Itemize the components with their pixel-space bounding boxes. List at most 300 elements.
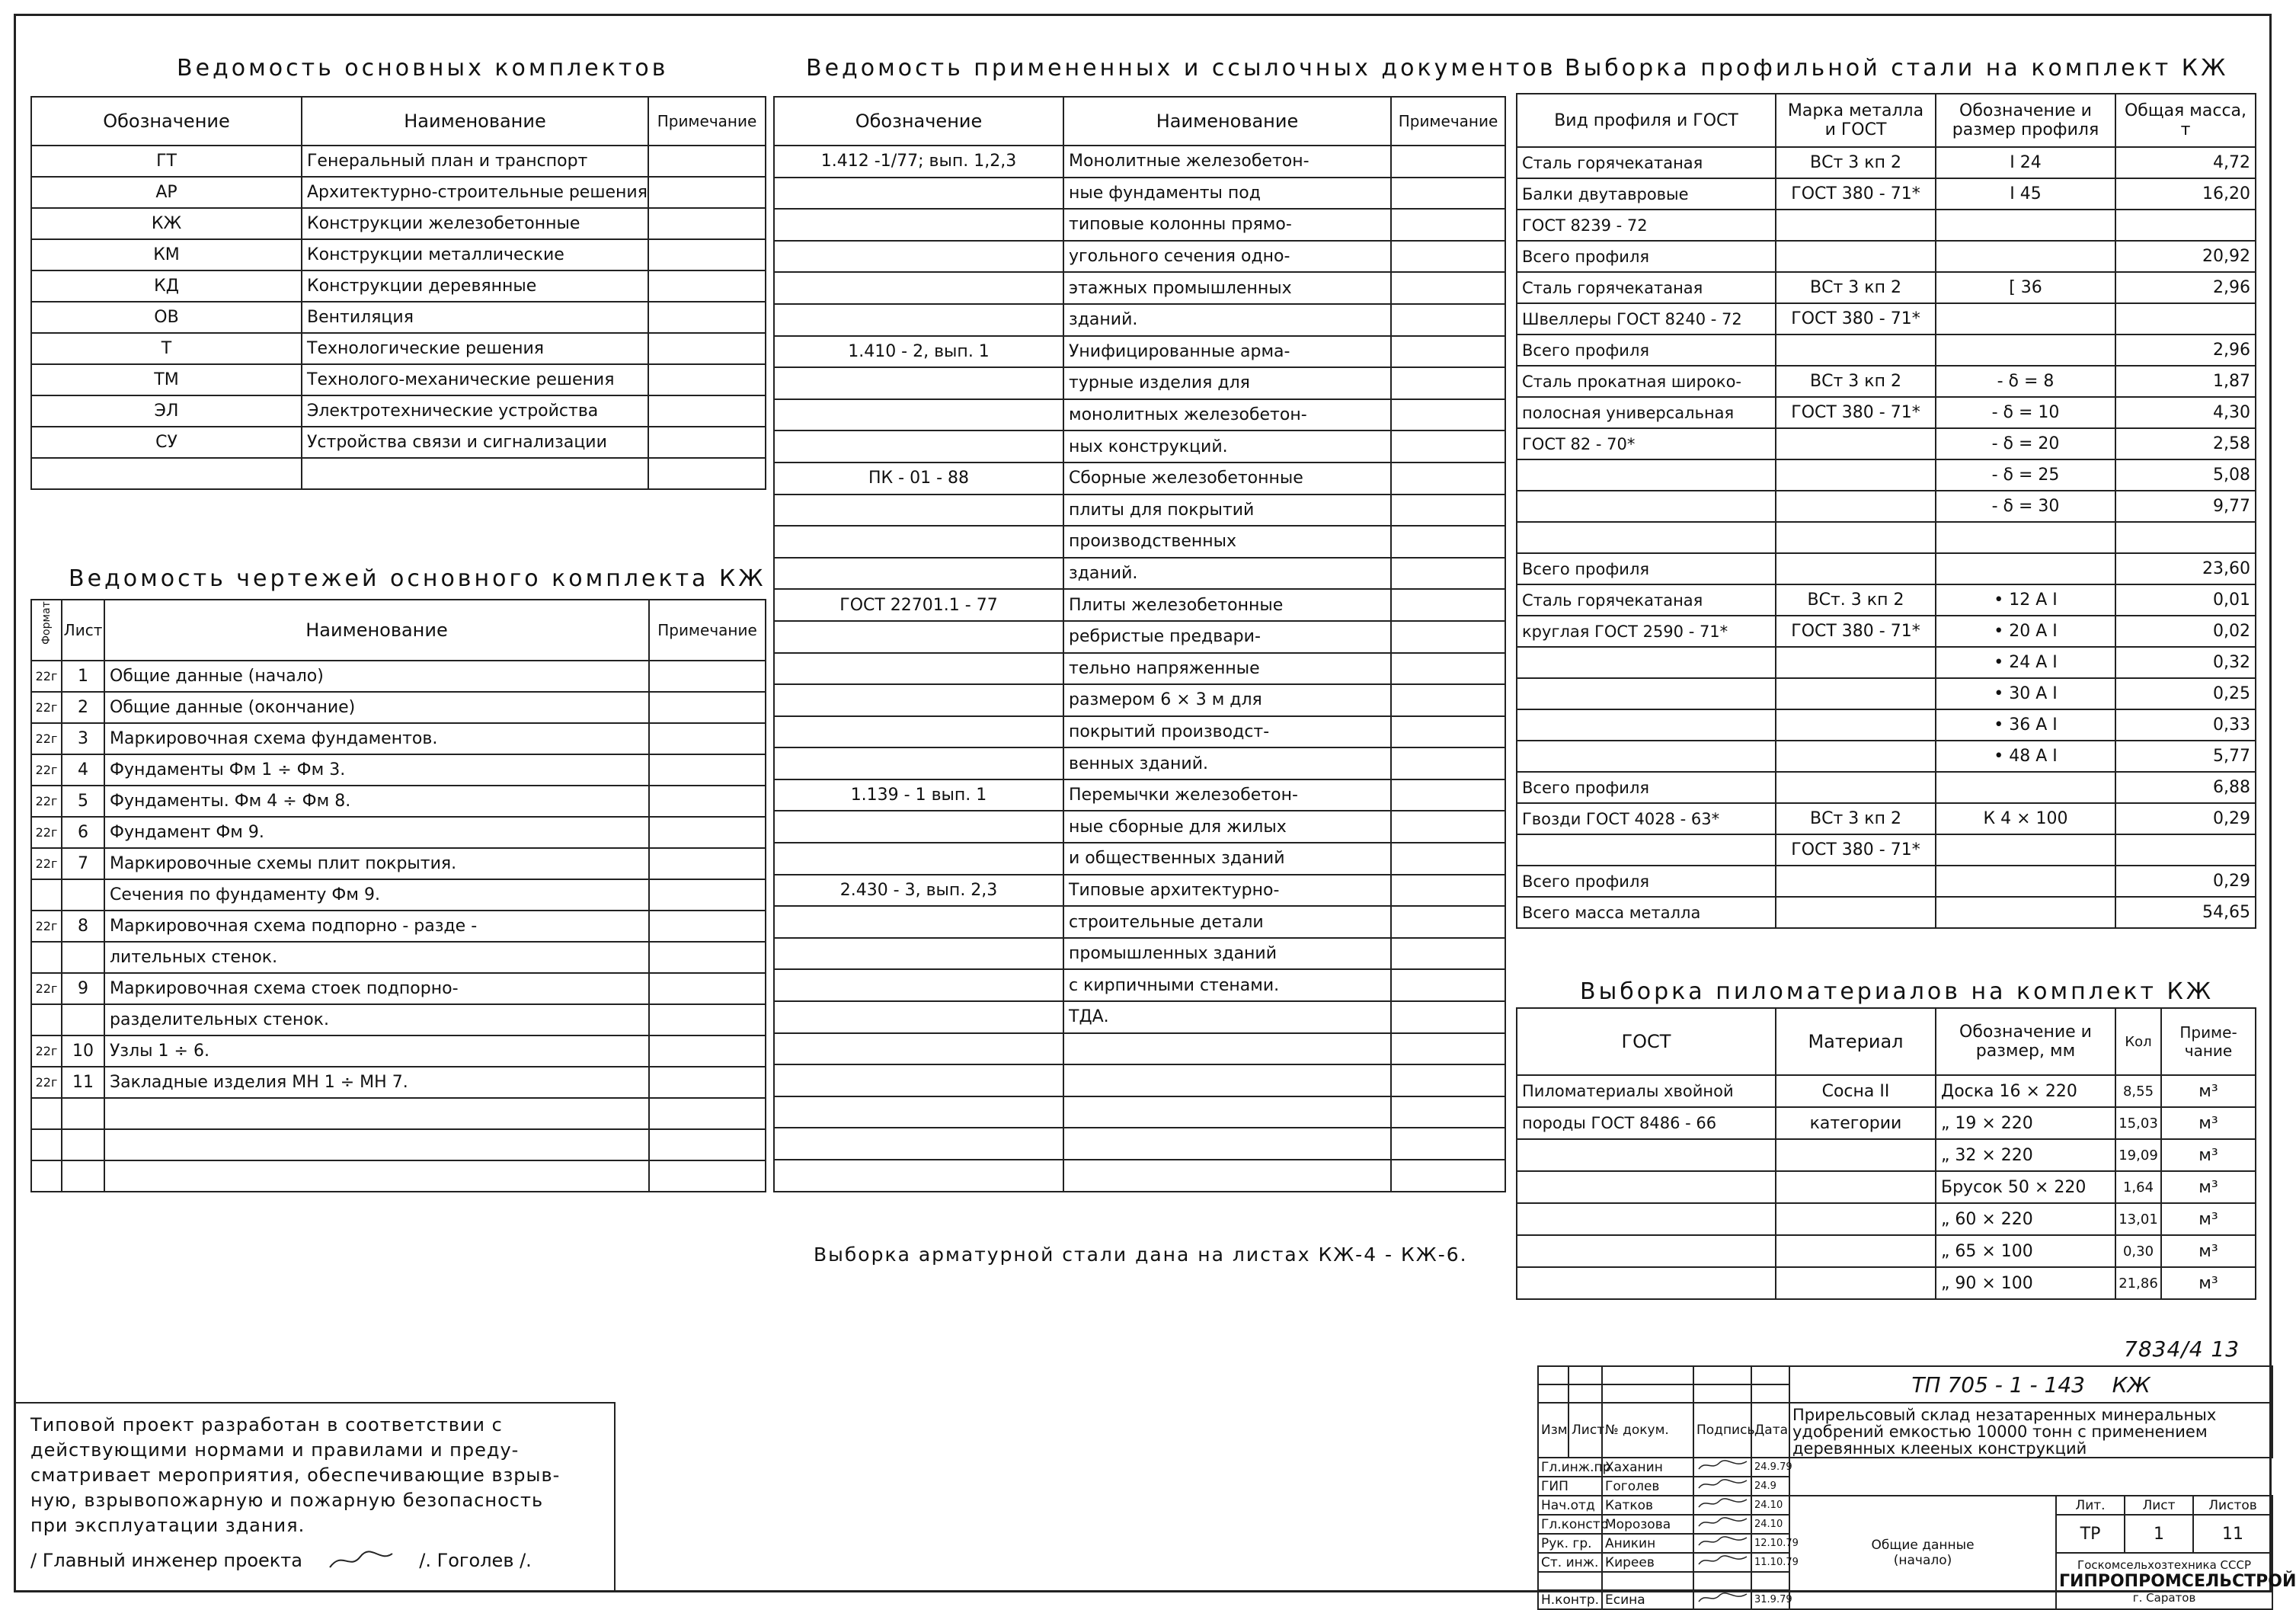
stamp-role: Гл.констр (1538, 1515, 1602, 1534)
table-cell: Доска 16 × 220 (1936, 1075, 2115, 1107)
table-row (1517, 1267, 2256, 1299)
table-cell: • 24 А I (1936, 647, 2115, 678)
table-cell: Маркировочные схемы плит покрытия. (104, 848, 649, 879)
table-cell (648, 146, 766, 177)
table-row (774, 178, 1505, 210)
col-header: Приме-чание (2161, 1008, 2256, 1075)
table-row (1517, 303, 2256, 334)
table-cell (774, 1064, 1063, 1096)
table-cell: 10 (62, 1035, 104, 1067)
table-row (774, 304, 1505, 336)
table-cell (31, 1129, 62, 1160)
stal-title: Выборка профильной стали на комплект КЖ (1565, 55, 2229, 82)
table-cell (774, 272, 1063, 304)
table-cell (1776, 1267, 1936, 1299)
table-cell (1391, 969, 1505, 1001)
chertezhi-table (30, 599, 766, 1192)
table-cell (649, 1035, 766, 1067)
table-cell: м³ (2161, 1075, 2256, 1107)
table-cell: „ 19 × 220 (1936, 1107, 2115, 1139)
table-row (1517, 1139, 2256, 1171)
table-cell: Всего профиля (1517, 241, 1776, 272)
table-cell (1517, 459, 1776, 491)
table-row (774, 272, 1505, 304)
table-row (1517, 428, 2256, 459)
table-cell: Сталь горячекатаная (1517, 147, 1776, 178)
table-cell: и общественных зданий (1063, 843, 1391, 875)
table-cell (649, 754, 766, 786)
table-row (1517, 1075, 2256, 1107)
project-note-line: ную, взрывопожарную и пожарную безопасность (30, 1490, 544, 1511)
table-row (1517, 678, 2256, 709)
table-row (1517, 1107, 2256, 1139)
table-row (774, 336, 1505, 368)
table-cell: с кирпичными стенами. (1063, 969, 1391, 1001)
table-cell (1517, 491, 1776, 522)
table-row (1517, 616, 2256, 647)
table-cell: 21,86 (2115, 1267, 2161, 1299)
table-cell: 0,29 (2115, 803, 2256, 834)
table-cell (302, 458, 648, 489)
table-row (774, 621, 1505, 653)
stamp-date: 24.10 (1751, 1496, 1789, 1515)
table-row (1517, 210, 2256, 241)
table-row (31, 1098, 766, 1129)
table-cell: - δ = 30 (1936, 491, 2115, 522)
table-cell (774, 684, 1063, 716)
table-cell (1776, 1139, 1936, 1171)
table-cell: Всего профиля (1517, 866, 1776, 897)
table-cell: - δ = 25 (1936, 459, 2115, 491)
table-cell (1776, 709, 1936, 741)
table-cell (648, 302, 766, 333)
col-header: Обозначение (31, 97, 302, 146)
table-cell: 1.412 -1/77; вып. 1,2,3 (774, 146, 1063, 178)
table-cell: 15,03 (2115, 1107, 2161, 1139)
table-cell (31, 1160, 62, 1192)
table-cell (31, 458, 302, 489)
table-row (31, 911, 766, 942)
stamp-name: Хаханин (1602, 1458, 1693, 1477)
table-cell (1391, 1160, 1505, 1192)
table-row (1517, 584, 2256, 616)
table-cell (1391, 1096, 1505, 1128)
table-cell (1391, 621, 1505, 653)
table-cell: ОВ (31, 302, 302, 333)
table-cell (1776, 491, 1936, 522)
table-cell: 22г (31, 692, 62, 723)
table-cell (774, 811, 1063, 843)
table-cell: плиты для покрытий (1063, 495, 1391, 527)
stamp-date: 11.10.79 (1751, 1553, 1789, 1572)
table-cell (774, 653, 1063, 685)
table-cell: 16,20 (2115, 178, 2256, 210)
table-cell (31, 1098, 62, 1129)
signature-name: Гоголев (436, 1550, 514, 1571)
org-line: ГИПРОПРОМСЕЛЬСТРОЙ (2059, 1571, 2296, 1591)
table-cell: I 45 (1936, 178, 2115, 210)
table-cell (774, 431, 1063, 463)
signature-scribble (1696, 1535, 1750, 1548)
table-cell (774, 558, 1063, 590)
table-row (31, 239, 766, 270)
table-cell (1517, 1267, 1776, 1299)
table-cell (62, 1160, 104, 1192)
col-header: Примечание (648, 97, 766, 146)
table-row (1517, 741, 2256, 772)
table-cell: 22г (31, 754, 62, 786)
col-header: Обозначение и размер, мм (1936, 1008, 2115, 1075)
table-cell: Маркировочная схема фундаментов. (104, 723, 649, 754)
table-cell (1391, 653, 1505, 685)
table-cell: полосная универсальная (1517, 397, 1776, 428)
table-cell (1517, 1203, 1776, 1235)
stamp-header: № докум. (1602, 1403, 1693, 1458)
table-cell (1776, 522, 1936, 553)
table-row (774, 241, 1505, 273)
table-cell: ГОСТ 380 - 71* (1776, 303, 1936, 334)
table-cell (649, 1129, 766, 1160)
table-cell: ТМ (31, 364, 302, 395)
table-cell: 22г (31, 848, 62, 879)
table-cell (1391, 178, 1505, 210)
table-cell: м³ (2161, 1267, 2256, 1299)
col-header: Вид профиля и ГОСТ (1517, 94, 1776, 147)
table-cell (774, 495, 1063, 527)
stamp-row (1538, 1477, 2272, 1496)
table-cell: 8 (62, 911, 104, 942)
table-row (31, 754, 766, 786)
table-cell (1391, 779, 1505, 811)
table-row (31, 1160, 766, 1192)
table-cell: 3 (62, 723, 104, 754)
table-cell: Брусок 50 × 220 (1936, 1171, 2115, 1203)
table-cell: 13,01 (2115, 1203, 2161, 1235)
table-row (31, 848, 766, 879)
stamp-value: 11 (2193, 1515, 2272, 1553)
pilo-title: Выборка пиломатериалов на комплект КЖ (1580, 978, 2214, 1005)
stamp-organization (2056, 1553, 2296, 1609)
table-cell (1517, 678, 1776, 709)
table-cell (1391, 367, 1505, 399)
stamp-name: Морозова (1602, 1515, 1693, 1534)
table-cell: - δ = 8 (1936, 366, 2115, 397)
table-row (774, 1128, 1505, 1160)
table-cell (649, 973, 766, 1004)
table-cell: Конструкции железобетонные (302, 208, 648, 239)
table-cell: - δ = 20 (1936, 428, 2115, 459)
table-cell (62, 1004, 104, 1035)
stamp-value: 1 (2125, 1515, 2193, 1553)
table-cell (1391, 843, 1505, 875)
table-cell: Унифицированные арма- (1063, 336, 1391, 368)
table-row (31, 723, 766, 754)
table-row (1517, 178, 2256, 210)
table-cell (774, 621, 1063, 653)
table-cell (649, 1067, 766, 1098)
table-row (1517, 866, 2256, 897)
table-cell: ГОСТ 8239 - 72 (1517, 210, 1776, 241)
table-cell: ВСт 3 кп 2 (1776, 147, 1936, 178)
stamp-role: Нач.отд (1538, 1496, 1602, 1515)
table-cell (1936, 334, 2115, 366)
table-cell (1517, 522, 1776, 553)
table-cell (1936, 866, 2115, 897)
table-row (1517, 147, 2256, 178)
table-row (1517, 397, 2256, 428)
table-row (1517, 803, 2256, 834)
table-cell: Технолого-механические решения (302, 364, 648, 395)
table-row (31, 177, 766, 208)
table-cell: м³ (2161, 1139, 2256, 1171)
table-cell (1391, 1033, 1505, 1065)
table-cell: К 4 × 100 (1936, 803, 2115, 834)
table-cell: ГОСТ 380 - 71* (1776, 834, 1936, 866)
stamp-date: 24.10 (1751, 1515, 1789, 1534)
table-cell: ГОСТ 380 - 71* (1776, 397, 1936, 428)
table-cell: Общие данные (начало) (104, 661, 649, 692)
table-cell (1391, 747, 1505, 779)
table-cell (648, 208, 766, 239)
table-cell: 2.430 - 3, вып. 2,3 (774, 875, 1063, 907)
table-row (774, 209, 1505, 241)
table-cell (31, 942, 62, 973)
stamp-label: Лит. (2056, 1496, 2125, 1515)
table-cell (1391, 146, 1505, 178)
table-cell (649, 848, 766, 879)
table-cell (1936, 303, 2115, 334)
table-cell (1776, 866, 1936, 897)
stamp-signature (1693, 1590, 1751, 1609)
project-note-line: при эксплуатации здания. (30, 1515, 305, 1536)
stamp-description: Прирельсовый склад незатаренных минеральных удобрений емкостью 10000 тонн с применением деревянных клееных конструкций (1789, 1403, 2272, 1458)
table-cell (649, 1160, 766, 1192)
table-cell (1391, 558, 1505, 590)
table-cell: производственных (1063, 526, 1391, 558)
table-row (774, 1033, 1505, 1065)
table-cell (31, 879, 62, 911)
table-row (31, 208, 766, 239)
table-row (774, 1001, 1505, 1033)
table-row (774, 526, 1505, 558)
org-line: Госкомсельхозтехника СССР (2077, 1557, 2251, 1572)
table-cell: 2,96 (2115, 272, 2256, 303)
table-row (774, 463, 1505, 495)
table-cell: турные изделия для (1063, 367, 1391, 399)
table-cell: ПК - 01 - 88 (774, 463, 1063, 495)
table-cell (649, 879, 766, 911)
stamp-role: Ст. инж. (1538, 1553, 1602, 1572)
table-cell: КМ (31, 239, 302, 270)
table-cell (1517, 1139, 1776, 1171)
table-cell: 5 (62, 786, 104, 817)
col-header: Наименование (104, 600, 649, 661)
table-row (774, 811, 1505, 843)
stamp-name: Аникин (1602, 1534, 1693, 1553)
table-cell (1063, 1128, 1391, 1160)
table-cell: 22г (31, 786, 62, 817)
stamp-sheet-title: Общие данные (начало) (1789, 1496, 2056, 1609)
table-cell: категории (1776, 1107, 1936, 1139)
table-row (774, 146, 1505, 178)
table-cell: Швеллеры ГОСТ 8240 - 72 (1517, 303, 1776, 334)
table-cell (774, 1128, 1063, 1160)
table-cell (774, 367, 1063, 399)
table-row (31, 817, 766, 848)
table-cell: 1.410 - 2, вып. 1 (774, 336, 1063, 368)
table-cell (774, 843, 1063, 875)
table-row (1517, 709, 2256, 741)
table-cell: м³ (2161, 1171, 2256, 1203)
signature-scribble (1696, 1458, 1750, 1472)
table-row (1517, 366, 2256, 397)
table-cell (774, 969, 1063, 1001)
table-cell: 0,29 (2115, 866, 2256, 897)
table-row (1517, 522, 2256, 553)
table-cell: Всего масса металла (1517, 897, 1776, 928)
table-row (31, 427, 766, 458)
table-row (774, 684, 1505, 716)
table-cell (1391, 875, 1505, 907)
table-cell: „ 60 × 220 (1936, 1203, 2115, 1235)
table-cell (1391, 1128, 1505, 1160)
table-cell: Балки двутавровые (1517, 178, 1776, 210)
col-header: Наименование (1063, 97, 1391, 146)
table-cell (1776, 241, 1936, 272)
table-cell: 0,25 (2115, 678, 2256, 709)
col-header: Общая масса, т (2115, 94, 2256, 147)
table-cell (648, 177, 766, 208)
stamp-code-cell (1789, 1366, 2272, 1403)
table-cell: Общие данные (окончание) (104, 692, 649, 723)
table-cell: Конструкции деревянные (302, 270, 648, 302)
table-cell (1391, 684, 1505, 716)
stamp-header: Изм (1538, 1403, 1569, 1458)
table-cell (1391, 1064, 1505, 1096)
table-cell: 1,64 (2115, 1171, 2161, 1203)
table-cell: Сборные железобетонные (1063, 463, 1391, 495)
table-cell: типовые колонны прямо- (1063, 209, 1391, 241)
table-cell: породы ГОСТ 8486 - 66 (1517, 1107, 1776, 1139)
table-cell (1063, 1033, 1391, 1065)
table-cell: Фундамент Фм 9. (104, 817, 649, 848)
table-cell: 1 (62, 661, 104, 692)
table-row (1517, 897, 2256, 928)
table-cell: Архитектурно-строительные решения (302, 177, 648, 208)
table-row (31, 364, 766, 395)
stamp-signature (1693, 1572, 1751, 1590)
table-row (1517, 772, 2256, 803)
table-cell: 0,01 (2115, 584, 2256, 616)
table-cell: 19,09 (2115, 1139, 2161, 1171)
table-row (1517, 553, 2256, 584)
table-cell (1391, 399, 1505, 431)
table-row (1517, 334, 2256, 366)
table-cell: 2,96 (2115, 334, 2256, 366)
table-cell: размером 6 × 3 м для (1063, 684, 1391, 716)
stamp-name: Катков (1602, 1496, 1693, 1515)
table-cell: 23,60 (2115, 553, 2256, 584)
table-cell: Маркировочная схема стоек подпорно- (104, 973, 649, 1004)
table-cell: 2,58 (2115, 428, 2256, 459)
table-cell (1391, 716, 1505, 748)
table-cell (1391, 938, 1505, 970)
table-cell: 6 (62, 817, 104, 848)
table-cell: м³ (2161, 1235, 2256, 1267)
table-cell: Конструкции металлические (302, 239, 648, 270)
table-cell: „ 90 × 100 (1936, 1267, 2115, 1299)
table-cell (1391, 495, 1505, 527)
table-cell: ребристые предвари- (1063, 621, 1391, 653)
table-cell: 0,30 (2115, 1235, 2161, 1267)
table-cell (1776, 459, 1936, 491)
table-cell (1776, 1171, 1936, 1203)
table-cell: зданий. (1063, 558, 1391, 590)
table-cell (774, 1001, 1063, 1033)
table-cell (1391, 811, 1505, 843)
table-cell: 5,08 (2115, 459, 2256, 491)
stamp-name: Гоголев (1602, 1477, 1693, 1496)
col-header: Кол (2115, 1008, 2161, 1075)
table-row (1517, 1235, 2256, 1267)
signature-scribble (1696, 1554, 1750, 1567)
table-row (1517, 1171, 2256, 1203)
table-cell: Всего профиля (1517, 334, 1776, 366)
stamp-code: ТП 705 - 1 - 143 (1911, 1372, 2085, 1397)
table-cell: Сталь прокатная широко- (1517, 366, 1776, 397)
table-row (31, 879, 766, 911)
table-cell (649, 1004, 766, 1035)
table-cell: венных зданий. (1063, 747, 1391, 779)
stamp-header: Лист (1569, 1403, 1602, 1458)
table-cell: ные фундаменты под (1063, 178, 1391, 210)
table-row (31, 692, 766, 723)
table-cell: покрытий производст- (1063, 716, 1391, 748)
table-cell: Типовые архитектурно- (1063, 875, 1391, 907)
table-cell: Монолитные железобетон- (1063, 146, 1391, 178)
table-cell (1063, 1160, 1391, 1192)
table-row (774, 367, 1505, 399)
table-cell: тельно напряженные (1063, 653, 1391, 685)
table-row (774, 399, 1505, 431)
table-row (31, 395, 766, 427)
table-row (31, 1035, 766, 1067)
chertezhi-title: Ведомость чертежей основного комплекта КЖ (69, 565, 766, 592)
table-cell (648, 364, 766, 395)
table-cell: ГОСТ 22701.1 - 77 (774, 589, 1063, 621)
table-row (31, 1004, 766, 1035)
table-cell (774, 304, 1063, 336)
table-cell: Гвозди ГОСТ 4028 - 63* (1517, 803, 1776, 834)
signature-scribble (327, 1548, 395, 1575)
table-cell: 4,72 (2115, 147, 2256, 178)
table-cell (1776, 334, 1936, 366)
table-row (774, 875, 1505, 907)
table-cell (62, 1129, 104, 1160)
col-header: Обозначение и размер профиля (1936, 94, 2115, 147)
table-cell: ВСт 3 кп 2 (1776, 366, 1936, 397)
table-cell: ГОСТ 82 - 70* (1517, 428, 1776, 459)
table-cell (648, 333, 766, 364)
table-cell: 9 (62, 973, 104, 1004)
table-cell (774, 178, 1063, 210)
table-row (31, 786, 766, 817)
table-row (774, 938, 1505, 970)
table-cell: 22г (31, 1067, 62, 1098)
col-header: Марка металла и ГОСТ (1776, 94, 1936, 147)
table-cell: 22г (31, 1035, 62, 1067)
table-cell (1391, 241, 1505, 273)
